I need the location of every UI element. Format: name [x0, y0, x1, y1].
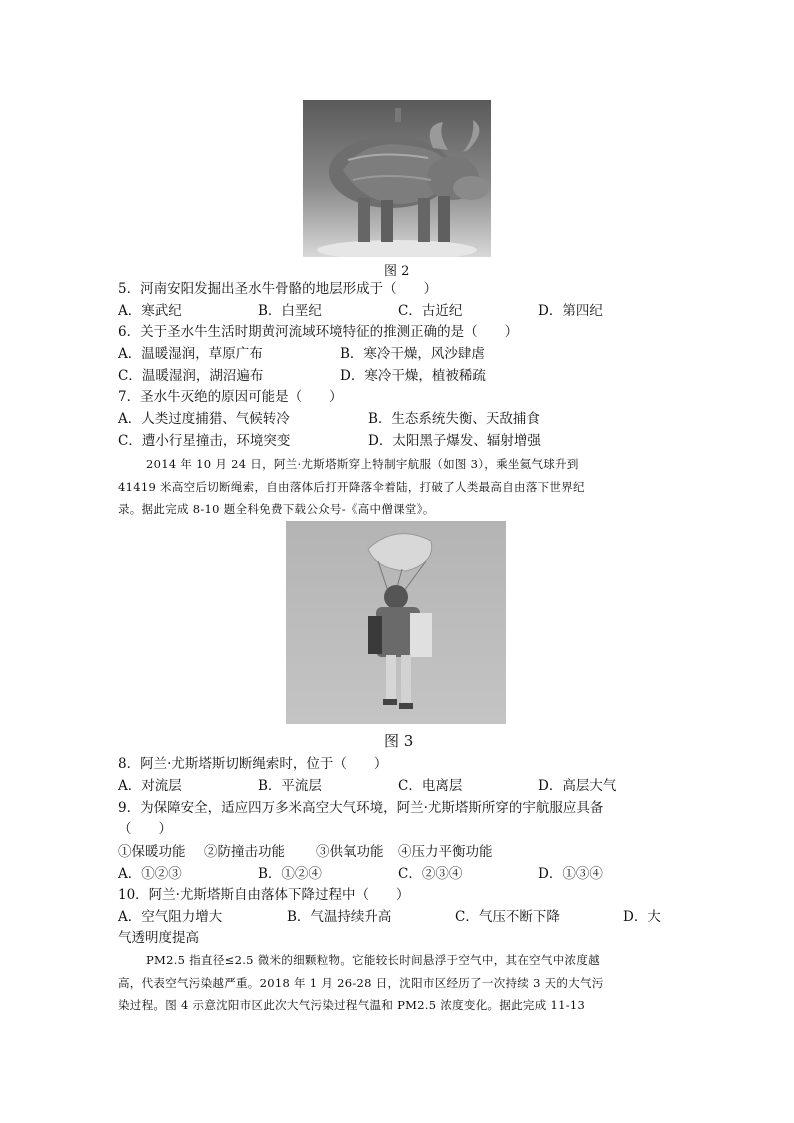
q9-function-4: ④压力平衡功能	[398, 844, 493, 860]
q6-option-a: A．温暖湿润，草原广布	[118, 346, 263, 362]
bronze-ox-icon	[303, 100, 491, 257]
q7-option-d: D．太阳黑子爆发、辐射增强	[368, 433, 541, 449]
q6-option-c: C．温暖湿润，湖沼遍布	[118, 368, 264, 384]
q10-option-b: B．气温持续升高	[287, 909, 392, 925]
question-10-stem: 10．阿兰·尤斯塔斯自由落体下降过程中（ ）	[118, 887, 410, 903]
q8-option-a: A．对流层	[118, 778, 182, 794]
q5-option-d: D．第四纪	[538, 303, 603, 319]
q10-option-d-wrap: 气透明度提高	[118, 930, 199, 946]
figure-3-image	[286, 521, 506, 724]
q9-option-a: A．①②③	[118, 866, 182, 882]
q9-option-b: B．①②④	[258, 866, 322, 882]
q9-function-1: ①保暖功能	[118, 844, 186, 860]
q9-option-c: C．②③④	[398, 866, 463, 882]
question-9-stem-bracket: （ ）	[118, 821, 172, 837]
q10-option-a: A．空气阻力增大	[118, 909, 223, 925]
q7-option-a: A．人类过度捕猎、气候转冷	[118, 411, 290, 427]
q5-option-b: B．白垩纪	[258, 303, 322, 319]
q9-function-2: ②防撞击功能	[204, 844, 285, 860]
q6-option-d: D．寒冷干燥，植被稀疏	[340, 368, 486, 384]
skydiver-icon	[286, 521, 506, 724]
q8-option-b: B．平流层	[258, 778, 322, 794]
figure-2-image	[303, 100, 491, 257]
figure-2-caption: 图 2	[384, 264, 410, 279]
q8-option-d: D．高层大气	[538, 778, 617, 794]
question-9-stem: 9．为保障安全，适应四万多米高空大气环境，阿兰·尤斯塔斯所穿的宇航服应具备	[118, 800, 604, 816]
q10-option-c: C．气压不断下降	[455, 909, 560, 925]
passage-2-line-1: PM2.5 指直径≤2.5 微米的细颗粒物。它能较长时间悬浮于空气中，其在空气中浓度越	[146, 953, 600, 967]
passage-1-line-2: 41419 米高空后切断绳索，自由落体后打开降落伞着陆，打破了人类最高自由落下世界纪	[118, 480, 585, 494]
q5-option-a: A．寒武纪	[118, 303, 182, 319]
figure-3-caption: 图 3	[384, 732, 414, 750]
q5-option-c: C．古近纪	[398, 303, 463, 319]
q9-function-3: ③供氧功能	[316, 844, 384, 860]
q10-option-d: D．大	[623, 909, 661, 925]
passage-1-line-3: 录。据此完成 8-10 题全科免费下载公众号-《高中僧课堂》。	[118, 502, 435, 516]
q7-option-b: B．生态系统失衡、天敌捕食	[368, 411, 540, 427]
passage-1-line-1: 2014 年 10 月 24 日，阿兰·尤斯塔斯穿上特制宇航服（如图 3），乘坐氦气球升到	[146, 457, 579, 471]
q6-option-b: B．寒冷干燥，风沙肆虐	[340, 346, 485, 362]
question-8-stem: 8．阿兰·尤斯塔斯切断绳索时，位于（ ）	[118, 756, 388, 772]
q9-option-d: D．①③④	[538, 866, 603, 882]
question-7-stem: 7．圣水牛灭绝的原因可能是（ ）	[118, 389, 343, 405]
q8-option-c: C．电离层	[398, 778, 463, 794]
question-6-stem: 6．关于圣水牛生活时期黄河流域环境特征的推测正确的是（ ）	[118, 324, 519, 340]
question-5-stem: 5．河南安阳发掘出圣水牛骨骼的地层形成于（ ）	[118, 281, 438, 297]
passage-2-line-3: 染过程。图 4 示意沈阳市区此次大气污染过程气温和 PM2.5 浓度变化。据此完成 11-13	[118, 998, 586, 1012]
q7-option-c: C．遭小行星撞击，环境突变	[118, 433, 291, 449]
passage-2-line-2: 高，代表空气污染越严重。2018 年 1 月 26-28 日，沈阳市区经历了一次持续 3 天的大气污	[118, 976, 604, 990]
